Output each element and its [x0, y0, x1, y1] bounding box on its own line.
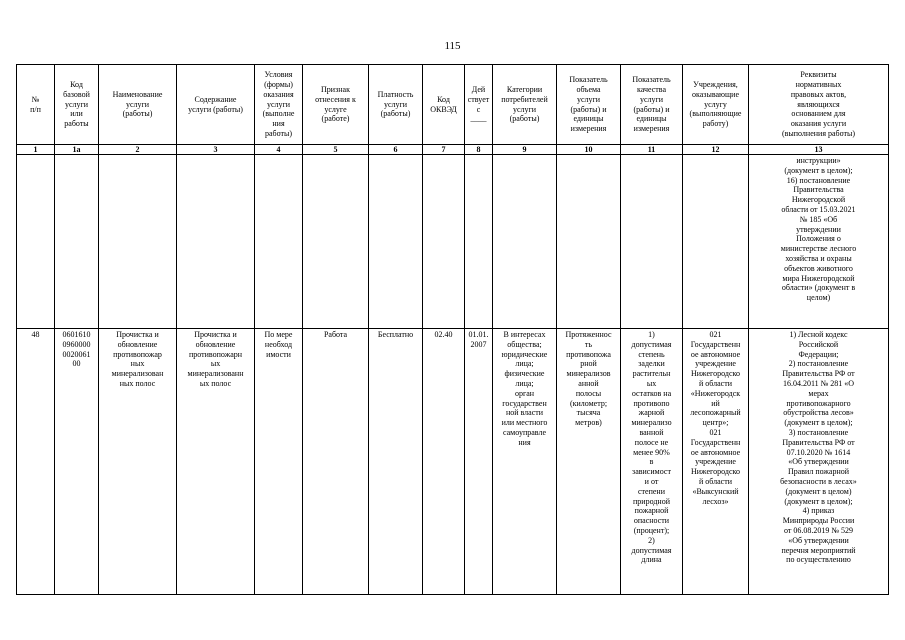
service-content-cell: Прочистка и обновление противопожарн ых минерализованн ых полос — [177, 329, 255, 595]
column-number: 4 — [255, 145, 303, 155]
column-number: 9 — [493, 145, 557, 155]
column-number: 11 — [621, 145, 683, 155]
table-cell — [683, 155, 749, 329]
attribute-cell: Работа — [303, 329, 369, 595]
header-cell-code: Код базовой услуги или работы — [55, 65, 99, 145]
legal-acts-cell: инструкции» (документ в целом); 16) постановление Правительства Нижегородской области от 15.03.2021 № 185 «Об утверждении Положения о министерстве лесного хозяйства и охраны объектов животного мира Нижегородской области» (документ в целом) — [749, 155, 889, 329]
column-number: 3 — [177, 145, 255, 155]
table-row-continuation — [17, 155, 889, 329]
header-cell-okved: Код ОКВЭД — [423, 65, 465, 145]
column-number: 1а — [55, 145, 99, 155]
table-row-48 — [17, 329, 889, 595]
table-cell — [255, 155, 303, 329]
page-number: 115 — [444, 40, 461, 52]
legal-acts-cell: 1) Лесной кодекс Российской Федерации; 2) постановление Правительства РФ от 16.04.2011 № 281 «О мерах противопожарного обустройства лесов» (документ в целом); 3) постановление Правительства РФ от 07.10.2020 № 1614 «Об утверждении Правил пожарной безопасности в лесах» (документ в целом) (документ в целом); 4) приказ Минприроды России от 06.08.2019 № 529 «Об утверждении перечня мероприятий по осуществлению — [749, 329, 889, 595]
column-number: 8 — [465, 145, 493, 155]
table-cell — [465, 155, 493, 329]
column-number: 12 — [683, 145, 749, 155]
row-number-cell: 48 — [17, 329, 55, 595]
header-cell-content: Содержание услуги (работы) — [177, 65, 255, 145]
volume-indicator-cell: Протяженнос ть противопожа рной минерализов анной полосы (километр; тысяча метров) — [557, 329, 621, 595]
table-cell — [369, 155, 423, 329]
service-name-cell: Прочистка и обновление противопожар ных минерализован ных полос — [99, 329, 177, 595]
table-cell — [557, 155, 621, 329]
header-cell-num: № п/п — [17, 65, 55, 145]
column-number: 1 — [17, 145, 55, 155]
table-cell — [303, 155, 369, 329]
header-cell-valid-from: Дей ствует с ____ — [465, 65, 493, 145]
header-cell-consumers: Категории потребителей услуги (работы) — [493, 65, 557, 145]
table-cell — [493, 155, 557, 329]
column-number: 5 — [303, 145, 369, 155]
conditions-cell: По мере необход имости — [255, 329, 303, 595]
header-cell-attribute: Признак отнесения к услуге (работе) — [303, 65, 369, 145]
table-cell — [423, 155, 465, 329]
header-cell-quality: Показатель качества услуги (работы) и единицы измерения — [621, 65, 683, 145]
payment-cell: Бесплатно — [369, 329, 423, 595]
header-cell-institutions: Учреждения, оказывающие услугу (выполняющие работу) — [683, 65, 749, 145]
table-cell — [177, 155, 255, 329]
table-cell — [99, 155, 177, 329]
header-cell-legal-acts: Реквизиты нормативных правовых актов, являющихся основанием для оказания услуги (выполнения работы) — [749, 65, 889, 145]
column-number: 13 — [749, 145, 889, 155]
registry-table — [16, 64, 889, 595]
column-number: 2 — [99, 145, 177, 155]
column-number: 6 — [369, 145, 423, 155]
header-cell-payment: Платность услуги (работы) — [369, 65, 423, 145]
institutions-cell: 021 Государственн ое автономное учреждение Нижегородско й области «Нижегородск ий лесопожарный центр»; 021 Государственн ое автономное учреждение Нижегородско й области «Выксунский лесхоз» — [683, 329, 749, 595]
table-cell — [17, 155, 55, 329]
column-number: 10 — [557, 145, 621, 155]
header-row — [17, 65, 889, 145]
header-cell-volume: Показатель объема услуги (работы) и единицы измерения — [557, 65, 621, 145]
table-cell — [621, 155, 683, 329]
base-code-cell: 0601610 0960000 0020061 00 — [55, 329, 99, 595]
table-cell — [55, 155, 99, 329]
column-number-row — [17, 145, 889, 155]
column-number: 7 — [423, 145, 465, 155]
consumers-cell: В интересах общества; юридические лица; физические лица; орган государствен ной власти или местного самоуправле ния — [493, 329, 557, 595]
header-cell-conditions: Условия (формы) оказания услуги (выполне ния работы) — [255, 65, 303, 145]
valid-from-cell: 01.01. 2007 — [465, 329, 493, 595]
quality-indicator-cell: 1) допустимая степень заделки растительн ых остатков на противопо жарной минерализо ванной полосе не менее 90% в зависимост и от степени природной пожарной опасности (процент); 2) допустимая длина — [621, 329, 683, 595]
header-cell-name: Наименование услуги (работы) — [99, 65, 177, 145]
okved-cell: 02.40 — [423, 329, 465, 595]
